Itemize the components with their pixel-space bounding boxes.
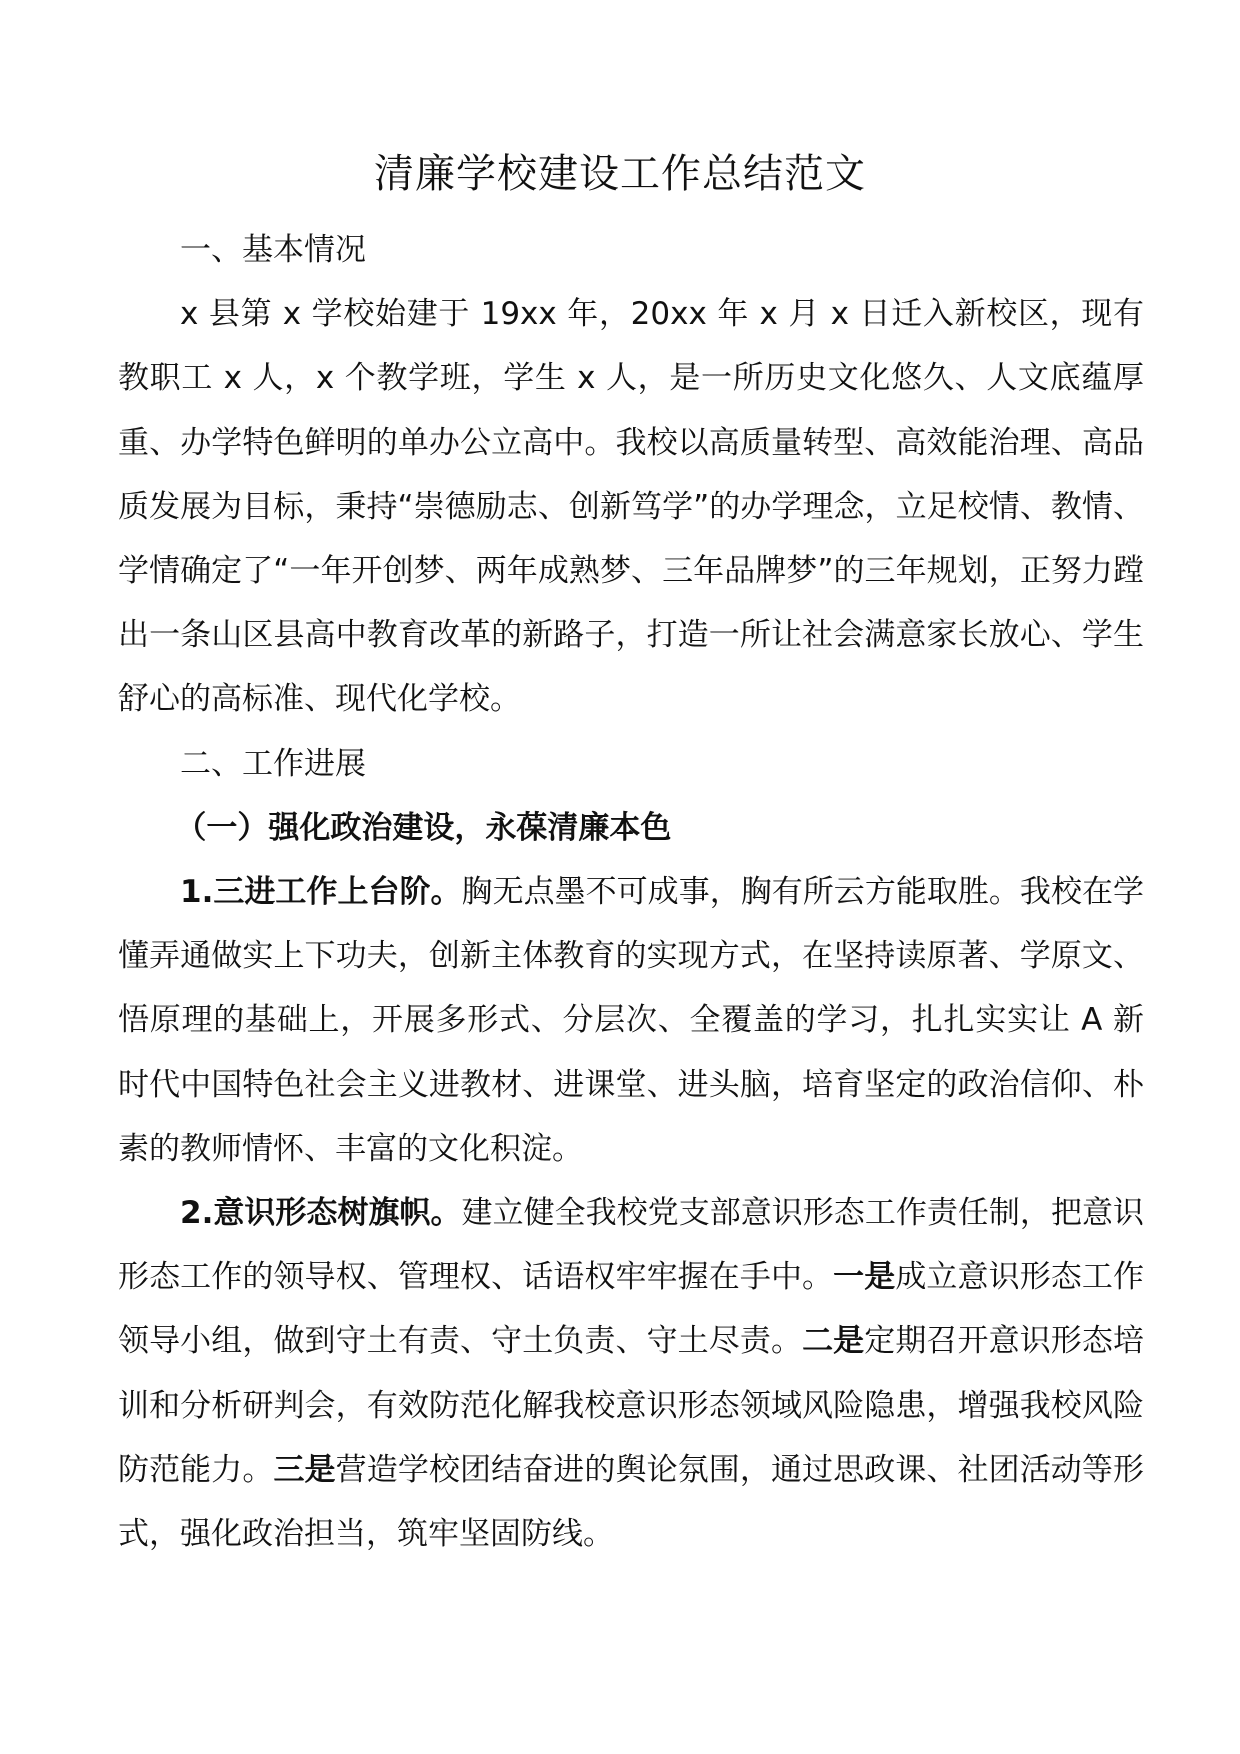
item-2-text-c: 定期召开意识形态培训和分析研判会，有效防范化解我校意识形态领域风险隐患，增强我校风险防范能力。 xyxy=(118,1323,1144,1488)
subsection-heading-political: （一）强化政治建设，永葆清廉本色 xyxy=(175,809,672,846)
paragraph-basic-info: x 县第 x 学校始建于 19xx 年，20xx 年 x 月 x 日迁入新校区，现有教职工 x 人，x 个教学班，学生 x 人，是一所历史文化悠久、人文底蕴厚重、办学特色鲜明的单办公立高中。我校以高质量转型、高效能治理、高品质发展为目标，秉持“崇德励志、创新笃学”的办学理念，立足校情、教情、学情确定了“一年开创梦、两年成熟梦、三年品牌梦”的三年规划，正努力蹚出一条山区县高中教育改革的新路子，打造一所让社会满意家长放心、学生舒心的高标准、现代化学校。 xyxy=(118,296,1144,718)
item-1-lead: 1.三进工作上台阶。 xyxy=(180,874,462,911)
item-2-keyword-3: 三是 xyxy=(273,1451,336,1488)
item-2-keyword-1: 一是 xyxy=(833,1259,896,1296)
item-2-text-b: 成立意识形态工作领导小组，做到守土有责、守土负责、守土尽责。 xyxy=(118,1259,1144,1360)
paragraph-item-2 xyxy=(118,1181,1144,1566)
document-body xyxy=(118,218,1144,1566)
item-2-text-d: 营造学校团结奋进的舆论氛围，通过思政课、社团活动等形式，强化政治担当，筑牢坚固防线。 xyxy=(118,1451,1144,1553)
item-2-text-a: 建立健全我校党支部意识形态工作责任制，把意识形态工作的领导权、管理权、话语权牢牢握在手中。 xyxy=(118,1195,1144,1296)
section-heading-basic-info: 一、基本情况 xyxy=(180,232,366,268)
document-title: 清廉学校建设工作总结范文 xyxy=(374,151,866,197)
item-2-lead: 2.意识形态树旗帜。 xyxy=(180,1195,462,1232)
item-2-keyword-2: 二是 xyxy=(802,1323,865,1360)
paragraph-item-1 xyxy=(118,860,1144,1181)
section-heading-progress: 二、工作进展 xyxy=(180,745,366,782)
item-1-text: 胸无点墨不可成事，胸有所云方能取胜。我校在学懂弄通做实上下功夫，创新主体教育的实现方式，在坚持读原著、学原文、悟原理的基础上，开展多形式、分层次、全覆盖的学习，扎扎实实让 A 新时代中国特色社会主义进教材、进课堂、进头脑，培育坚定的政治信仰、朴素的教师情怀、丰富的文化积淀。 xyxy=(118,874,1144,1167)
